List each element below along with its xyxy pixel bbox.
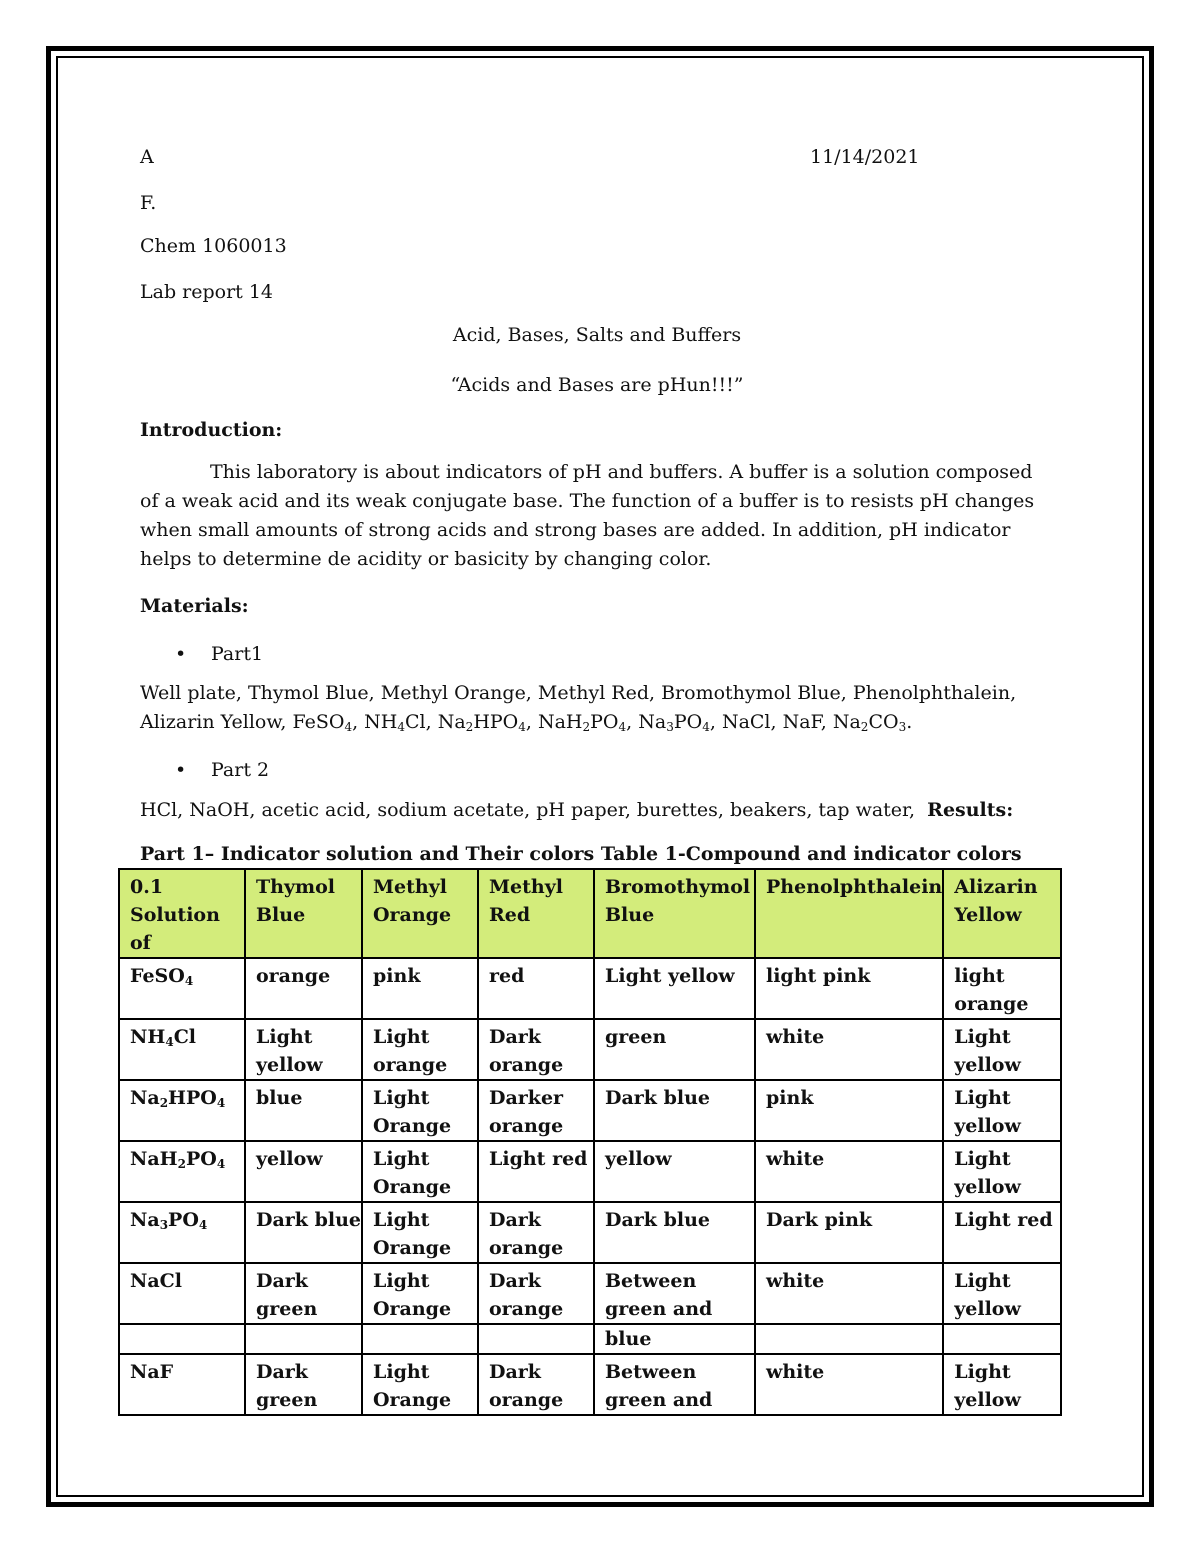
part1-bullet — [175, 642, 263, 666]
table-cell: Light yellow — [594, 958, 755, 1019]
report-number: Lab report 14 — [140, 281, 274, 303]
table-cell — [119, 1324, 245, 1354]
introduction-body — [140, 458, 1050, 574]
table-cell: Light yellow — [245, 1019, 362, 1080]
table-cell: light pink — [755, 958, 943, 1019]
table-cell: Dark green — [245, 1354, 362, 1415]
table-row — [119, 1324, 1061, 1354]
table-row — [119, 958, 1061, 1019]
table-cell: Light yellow — [943, 1354, 1061, 1415]
part2-bullet — [175, 758, 269, 782]
table-cell: orange — [245, 958, 362, 1019]
table-cell: Dark pink — [755, 1202, 943, 1263]
student-name-line2: F. — [140, 192, 157, 214]
results-heading: Results: — [927, 799, 1014, 821]
report-date: 11/14/2021 — [810, 146, 920, 168]
compound-cell: $Na_2HPO_4$ — [119, 1080, 245, 1141]
table-cell: Light yellow — [943, 1141, 1061, 1202]
table-row — [119, 1354, 1061, 1415]
header-cell: Bromothymol Blue — [594, 869, 755, 958]
course-code: Chem 1060013 — [140, 235, 287, 257]
table-cell: Dark blue — [594, 1202, 755, 1263]
part1-materials: Well plate, Thymol Blue, Methyl Orange, Methyl Red, Bromothymol Blue, Phenolphthalein, Alizarin Yellow, FeSO$_4$, $NH_4Cl$, $Na_2HPO_4$, $NaH_2PO_4$, $Na_3PO_4$, NaCl, NaF, $Na_2CO_3$. — [140, 682, 1017, 734]
table-row — [119, 1141, 1061, 1202]
table-cell: Dark orange — [478, 1202, 594, 1263]
table-caption: Part 1– Indicator solution and Their colors Table 1-Compound and indicator colors — [140, 843, 1022, 865]
compound-cell: NaF — [119, 1354, 245, 1415]
document-subtitle: “Acids and Bases are pHun!!!” — [450, 374, 744, 396]
indicator-colors-table — [118, 868, 1062, 1416]
table-cell: white — [755, 1141, 943, 1202]
materials-heading: Materials: — [140, 595, 249, 617]
table-cell — [245, 1324, 362, 1354]
part1-label: Part1 — [211, 643, 264, 665]
table-cell: Dark orange — [478, 1354, 594, 1415]
table-cell: yellow — [245, 1141, 362, 1202]
table-cell: Light Orange — [362, 1141, 478, 1202]
table-cell: pink — [362, 958, 478, 1019]
table-cell: Dark blue — [594, 1080, 755, 1141]
introduction-text: This laboratory is about indicators of pH and buffers. A buffer is a solution composed of a weak acid and its weak conjugate base. The function of a buffer is to resists pH changes when small amounts of strong acids and strong bases are added. In addition, pH indicator helps to determine de acidity or basicity by changing color. — [140, 461, 1035, 570]
table-cell: Light yellow — [943, 1263, 1061, 1324]
table-cell: Light red — [943, 1202, 1061, 1263]
table-header-row — [119, 869, 1061, 958]
table-cell: Between green and — [594, 1354, 755, 1415]
table-cell: yellow — [594, 1141, 755, 1202]
table-row — [119, 1080, 1061, 1141]
table-cell — [943, 1324, 1061, 1354]
table-cell: Between green and — [594, 1263, 755, 1324]
table-cell: blue — [594, 1324, 755, 1354]
table-cell: Light Orange — [362, 1080, 478, 1141]
part2-materials — [140, 798, 1013, 822]
header-cell: 0.1 Solution of — [119, 869, 245, 958]
table-cell — [755, 1324, 943, 1354]
table-cell: Light orange — [362, 1019, 478, 1080]
table-cell: Light yellow — [943, 1080, 1061, 1141]
table-cell: Dark blue — [245, 1202, 362, 1263]
header-cell: Methyl Red — [478, 869, 594, 958]
header-cell: Phenolphthalein — [755, 869, 943, 958]
student-name-line1: A — [140, 146, 154, 168]
compound-cell: NaCl — [119, 1263, 245, 1324]
table-cell: blue — [245, 1080, 362, 1141]
header-cell: Alizarin Yellow — [943, 869, 1061, 958]
header-cell: Methyl Orange — [362, 869, 478, 958]
table-cell: Light red — [478, 1141, 594, 1202]
bullet-icon: • — [175, 759, 187, 781]
compound-cell: $Na_3PO_4$ — [119, 1202, 245, 1263]
part2-text: HCl, NaOH, acetic acid, sodium acetate, pH paper, burettes, beakers, tap water, — [140, 799, 916, 821]
table-cell: light orange — [943, 958, 1061, 1019]
document-title: Acid, Bases, Salts and Buffers — [452, 324, 742, 346]
table-row — [119, 1019, 1061, 1080]
table-cell — [478, 1324, 594, 1354]
table-cell: Dark green — [245, 1263, 362, 1324]
header-cell: Thymol Blue — [245, 869, 362, 958]
table-row — [119, 1263, 1061, 1324]
table-cell: Light Orange — [362, 1202, 478, 1263]
table-cell: Dark orange — [478, 1019, 594, 1080]
table-cell: Light yellow — [943, 1019, 1061, 1080]
compound-cell: FeSO$_4$ — [119, 958, 245, 1019]
table-cell: Light Orange — [362, 1263, 478, 1324]
table-cell: pink — [755, 1080, 943, 1141]
introduction-heading: Introduction: — [140, 419, 283, 441]
compound-cell: $NaH_2PO_4$ — [119, 1141, 245, 1202]
table-cell: green — [594, 1019, 755, 1080]
table-cell: white — [755, 1354, 943, 1415]
bullet-icon: • — [175, 643, 187, 665]
table-cell: white — [755, 1263, 943, 1324]
part2-label: Part 2 — [211, 759, 270, 781]
table-cell: Darker orange — [478, 1080, 594, 1141]
table-cell — [362, 1324, 478, 1354]
table-row — [119, 1202, 1061, 1263]
table-cell: Dark orange — [478, 1263, 594, 1324]
table-cell: Light Orange — [362, 1354, 478, 1415]
table-cell: white — [755, 1019, 943, 1080]
table-cell: red — [478, 958, 594, 1019]
compound-cell: $NH_4Cl$ — [119, 1019, 245, 1080]
